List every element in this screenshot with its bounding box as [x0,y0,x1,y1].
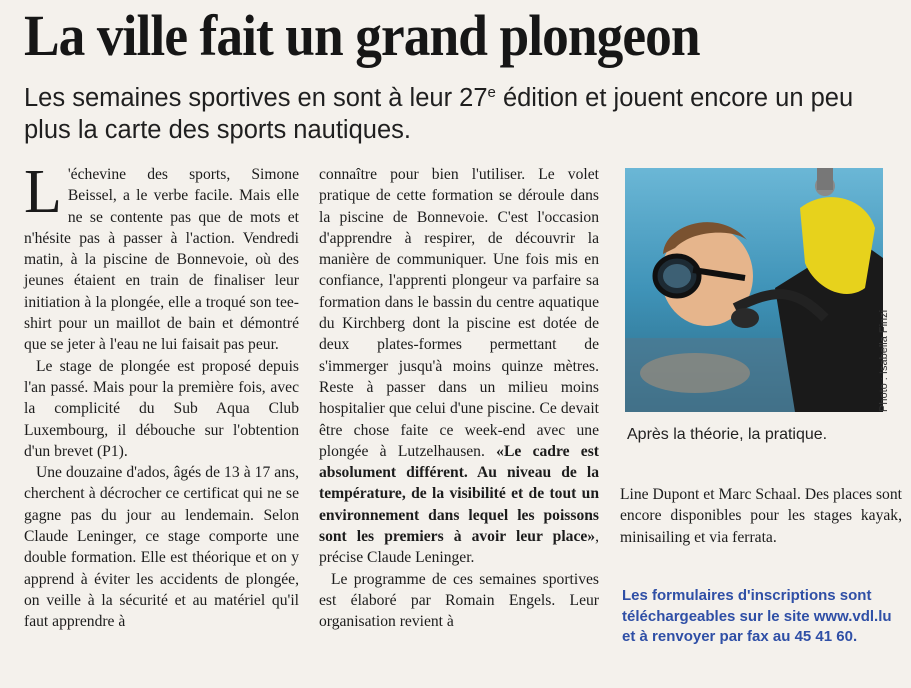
photo-credit: Photo : Isabella Finzi [878,309,890,412]
subtitle [24,82,894,146]
article-column-3 [620,484,902,548]
paragraph-4-end: , précise Claude Leninger. [319,528,599,567]
headline: La ville fait un grand plongeon [24,3,700,68]
diver-illustration [625,168,883,412]
subtitle-superscript: e [487,84,496,101]
paragraph-4-text: connaître pour bien l'utiliser. Le volet pratique de cette formation se déroule dans la piscine de Bonnevoie. C'est l'occasion d'apprendre à respirer, de découvrir la manière de communiquer. Une fois mis en confiance, l'apprenti plongeur va parfaire sa formation dans le bassin du centre aquatique du Kirchberg dont la piscine est dotée de deux plates-formes permettant de s'immerger jusqu'à moins quinze mètres. Reste à passer dans un milieu moins hospitalier que celui d'une piscine. Ce devait être chose faite ce week-end avec une plongée à Lutzelhausen. [319,166,599,460]
subtitle-text: Les semaines sportives en sont à leur 27 [24,84,488,112]
paragraph-6: Line Dupont et Marc Schaal. Des places sont encore disponibles pour les stages kayak, minisailing et via ferrata. [620,486,902,546]
paragraph-1 [24,158,299,356]
paragraph-5: Le programme de ces semaines sportives est élaboré par Romain Engels. Leur organisation revient à [319,570,599,631]
drop-cap: L [24,158,62,226]
quote: «Le cadre est absolument différent. Au niveau de la température, de la visibilité et de tout un environnement dans lequel les poissons sont les premiers à avoir leur place» [319,442,599,546]
paragraph-3: Une douzaine d'ados, âgés de 13 à 17 ans, cherchent à décrocher ce certificat qui ne se gagne pas du jour au lendemain. Selon Claude Leninger, ce stage comporte une double formation. Elle est théorique et on y apprend à éviter les accidents de plongée, on veille à la sécurité et au matériel qu'il faut apprendre à [24,464,299,631]
article-column-1 [24,158,299,633]
info-box: Les formulaires d'inscriptions sont téléchargeables sur le site www.vdl.lu et à renvoyer par fax au 45 41 60. [622,587,892,645]
article-column-2 [319,164,599,633]
diver-photo [625,168,883,412]
paragraph-2: Le stage de plongée est proposé depuis l'an passé. Mais pour la première fois, avec la complicité du Sub Aqua Club Luxembourg, il débouche sur l'obtention d'un brevet (P1). [24,357,299,460]
subtitle-text-end: édition et jouent encore un peu plus la carte des sports nautiques. [24,84,854,144]
photo-caption: Après la théorie, la pratique. [627,426,828,443]
paragraph-1-text: 'échevine des sports, Simone Beissel, a le verbe facile. Mais elle ne se contente pas que de mots et n'hésite pas à passer à l'action. Vendredi matin, à la piscine de Bonnevoie, où des jeunes étaient en train de finaliser leur initiation à la plongée, elle a troqué son tee-shirt pour un maillot de bain et démontré que se jeter à l'eau ne lui faisait pas peur. [24,166,299,354]
paragraph-4 [319,164,599,569]
